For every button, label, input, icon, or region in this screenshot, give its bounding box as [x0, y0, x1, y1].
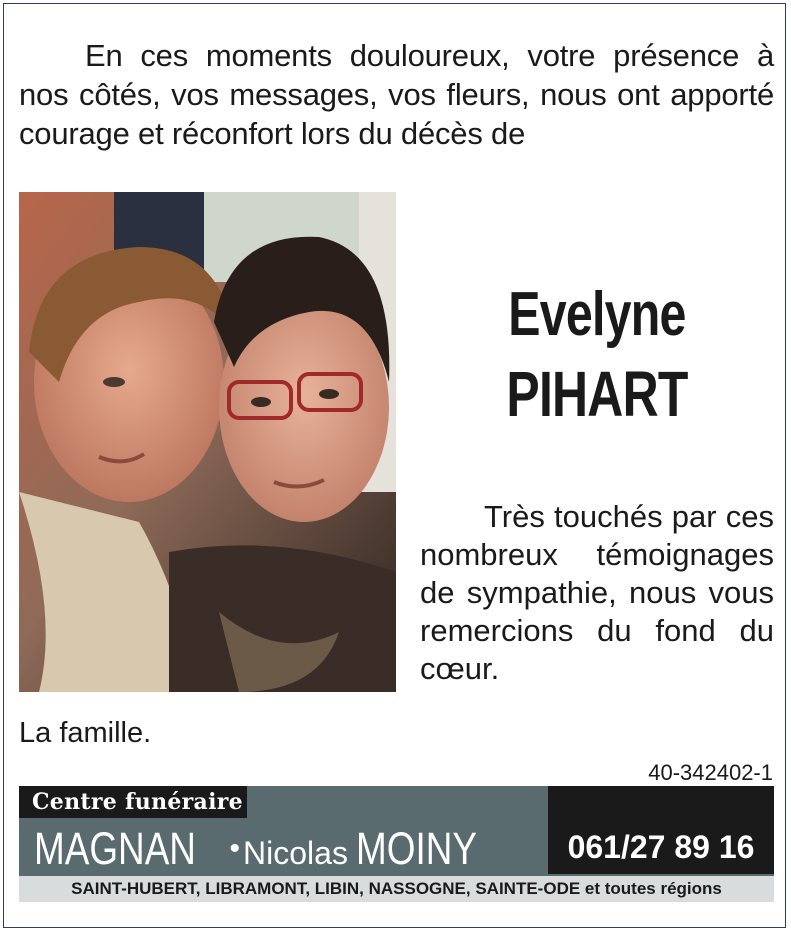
reference-number: 40-342402-1 — [648, 760, 773, 785]
funeral-home-name-2-last: MOINY — [355, 823, 477, 874]
photo-illustration — [19, 192, 396, 692]
funeral-home-names — [34, 823, 503, 875]
thanks-text: Très touchés par ces nombreux témoignages de sympathie, nous vous remercions du fond du cœur. — [420, 499, 774, 686]
signature: La famille. — [19, 717, 152, 749]
deceased-last-name: PIHART — [506, 358, 688, 430]
separator-dot: • — [229, 832, 241, 865]
portrait-photo — [19, 192, 396, 692]
funeral-home-name-2-first: Nicolas — [243, 835, 348, 871]
deceased-first-name: Evelyne — [508, 280, 686, 349]
intro-text: En ces moments douloureux, votre présence à nos côtés, vos messages, vos fleurs, nous ont apporté courage et réconfort lors du décès de — [19, 38, 774, 151]
funeral-home-name-1: MAGNAN — [34, 823, 196, 874]
funeral-home-label: Centre funéraire — [32, 789, 243, 815]
service-areas: SAINT-HUBERT, LIBRAMONT, LIBIN, NASSOGNE, SAINTE-ODE et toutes régions — [19, 876, 774, 902]
phone-number: 061/27 89 16 — [567, 829, 755, 865]
phone-box — [548, 786, 774, 874]
funeral-home-label-tab — [19, 786, 247, 818]
